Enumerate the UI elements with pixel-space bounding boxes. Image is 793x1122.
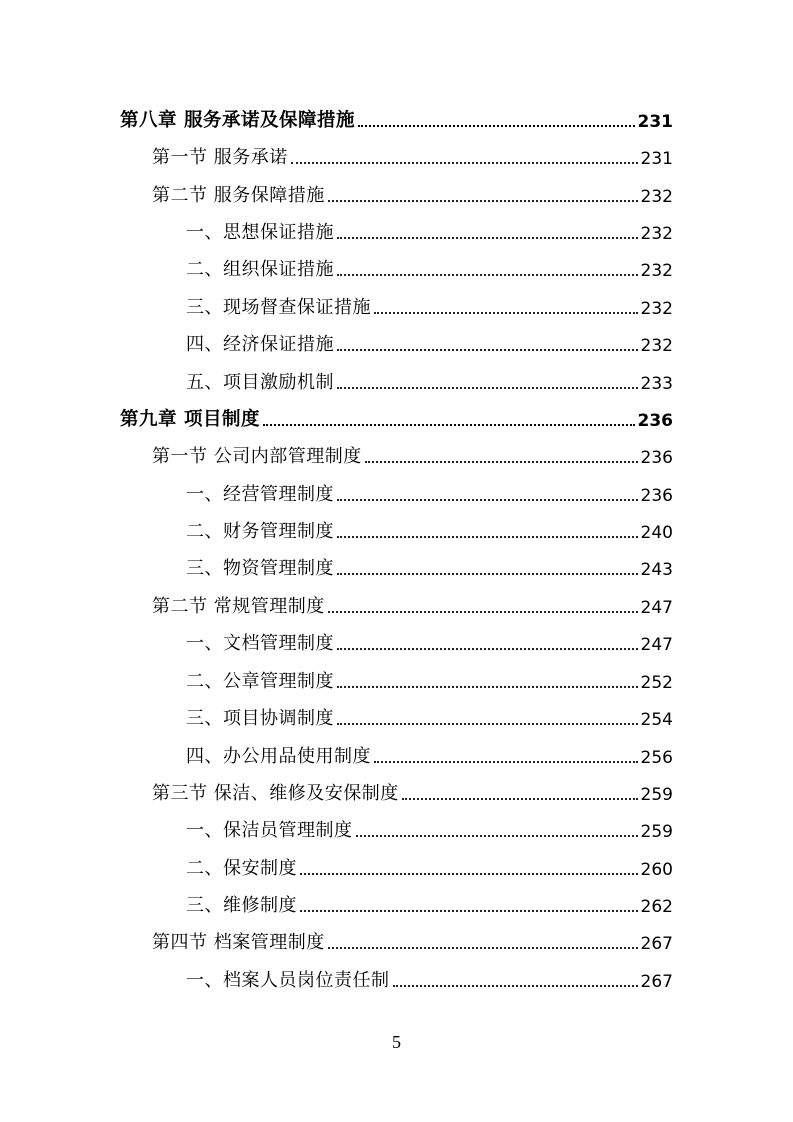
toc-entry-page: 247 [640,598,673,618]
toc-entry[interactable] [152,440,673,468]
toc-entry-title: 第八章 服务承诺及保障措施 [120,110,355,131]
toc-entry-title: 三、项目协调制度 [186,708,334,729]
toc-entry-title: 二、财务管理制度 [186,521,334,542]
toc-entry[interactable] [120,403,673,431]
toc-entry-title: 二、公章管理制度 [186,671,334,692]
dot-leader [337,573,638,575]
toc-entry-title: 第一节 公司内部管理制度 [152,446,362,467]
toc-entry-page: 232 [640,187,673,207]
toc-entry-page: 232 [640,261,673,281]
dot-leader [356,835,638,837]
toc-entry[interactable] [186,889,673,917]
toc-entry-page: 231 [637,112,673,132]
toc-entry-page: 231 [640,149,673,169]
toc-entry[interactable] [186,478,673,506]
toc-entry[interactable] [186,627,673,655]
toc-entry-page: 262 [640,897,673,917]
toc-entry-page: 233 [640,374,673,394]
toc-entry[interactable] [186,328,673,356]
toc-entry-page: 259 [640,822,673,842]
dot-leader [374,761,638,763]
dot-leader [402,798,638,800]
toc-entry[interactable] [186,253,673,281]
toc-entry-page: 236 [640,486,673,506]
toc-entry-title: 一、经营管理制度 [186,484,334,505]
dot-leader [300,910,638,912]
toc-entry-page: 260 [640,860,673,880]
toc-entry[interactable] [152,777,673,805]
toc-entry[interactable] [186,216,673,244]
toc-entry-title: 四、办公用品使用制度 [186,746,371,767]
toc-entry[interactable] [152,590,673,618]
toc-entry[interactable] [186,964,673,992]
toc-entry-page: 254 [640,710,673,730]
dot-leader [328,947,638,949]
toc-entry-title: 五、项目激励机制 [186,372,334,393]
toc-entry-title: 一、文档管理制度 [186,633,334,654]
dot-leader [337,499,638,501]
toc-entry-page: 252 [640,673,673,693]
toc-entry-title: 一、档案人员岗位责任制 [186,970,390,991]
page-number: 5 [392,1032,401,1052]
toc-entry-page: 247 [640,635,673,655]
toc-entry[interactable] [186,665,673,693]
dot-leader [393,985,638,987]
toc-entry-title: 二、保安制度 [186,858,297,879]
dot-leader [337,648,638,650]
toc-entry[interactable] [186,515,673,543]
toc-entry[interactable] [186,552,673,580]
toc-entry[interactable] [186,291,673,319]
toc-entry-page: 236 [637,411,673,431]
dot-leader [291,162,638,164]
toc-entry-title: 一、思想保证措施 [186,222,334,243]
toc-entry-page: 267 [640,972,673,992]
dot-leader [337,237,638,239]
toc-entry-page: 240 [640,523,673,543]
dot-leader [263,424,635,426]
toc-entry-page: 232 [640,299,673,319]
toc-entry[interactable] [120,104,673,132]
toc-entry-title: 第四节 档案管理制度 [152,932,325,953]
dot-leader [328,611,638,613]
toc-entry[interactable] [152,926,673,954]
toc-entry-title: 三、物资管理制度 [186,558,334,579]
dot-leader [328,200,638,202]
dot-leader [300,873,638,875]
toc-entry-page: 259 [640,785,673,805]
toc-entry-page: 232 [640,224,673,244]
toc-entry[interactable] [152,179,673,207]
dot-leader [337,274,638,276]
toc-entry[interactable] [186,740,673,768]
dot-leader [365,461,638,463]
toc-entry-page: 232 [640,336,673,356]
dot-leader [337,536,638,538]
toc-entry-page: 236 [640,448,673,468]
toc-entry-title: 第二节 常规管理制度 [152,596,325,617]
dot-leader [337,387,638,389]
toc-entry[interactable] [186,366,673,394]
dot-leader [337,723,638,725]
toc-entry-title: 第一节 服务承诺 [152,147,288,168]
dot-leader [337,349,638,351]
toc-entry-page: 267 [640,934,673,954]
toc-entry-title: 第三节 保洁、维修及安保制度 [152,783,399,804]
toc-entry[interactable] [186,702,673,730]
toc-entry-title: 三、现场督查保证措施 [186,297,371,318]
dot-leader [358,125,635,127]
dot-leader [374,312,638,314]
toc-entry-title: 三、维修制度 [186,895,297,916]
toc-entry-title: 二、组织保证措施 [186,259,334,280]
toc-entry-page: 256 [640,748,673,768]
toc-entry[interactable] [186,852,673,880]
toc-entry-title: 第九章 项目制度 [120,409,260,430]
toc-entry-page: 243 [640,560,673,580]
dot-leader [337,686,638,688]
toc-entry[interactable] [186,814,673,842]
toc-entry-title: 四、经济保证措施 [186,334,334,355]
toc-entry-title: 一、保洁员管理制度 [186,820,353,841]
toc-entry[interactable] [152,141,673,169]
toc-entry-title: 第二节 服务保障措施 [152,185,325,206]
